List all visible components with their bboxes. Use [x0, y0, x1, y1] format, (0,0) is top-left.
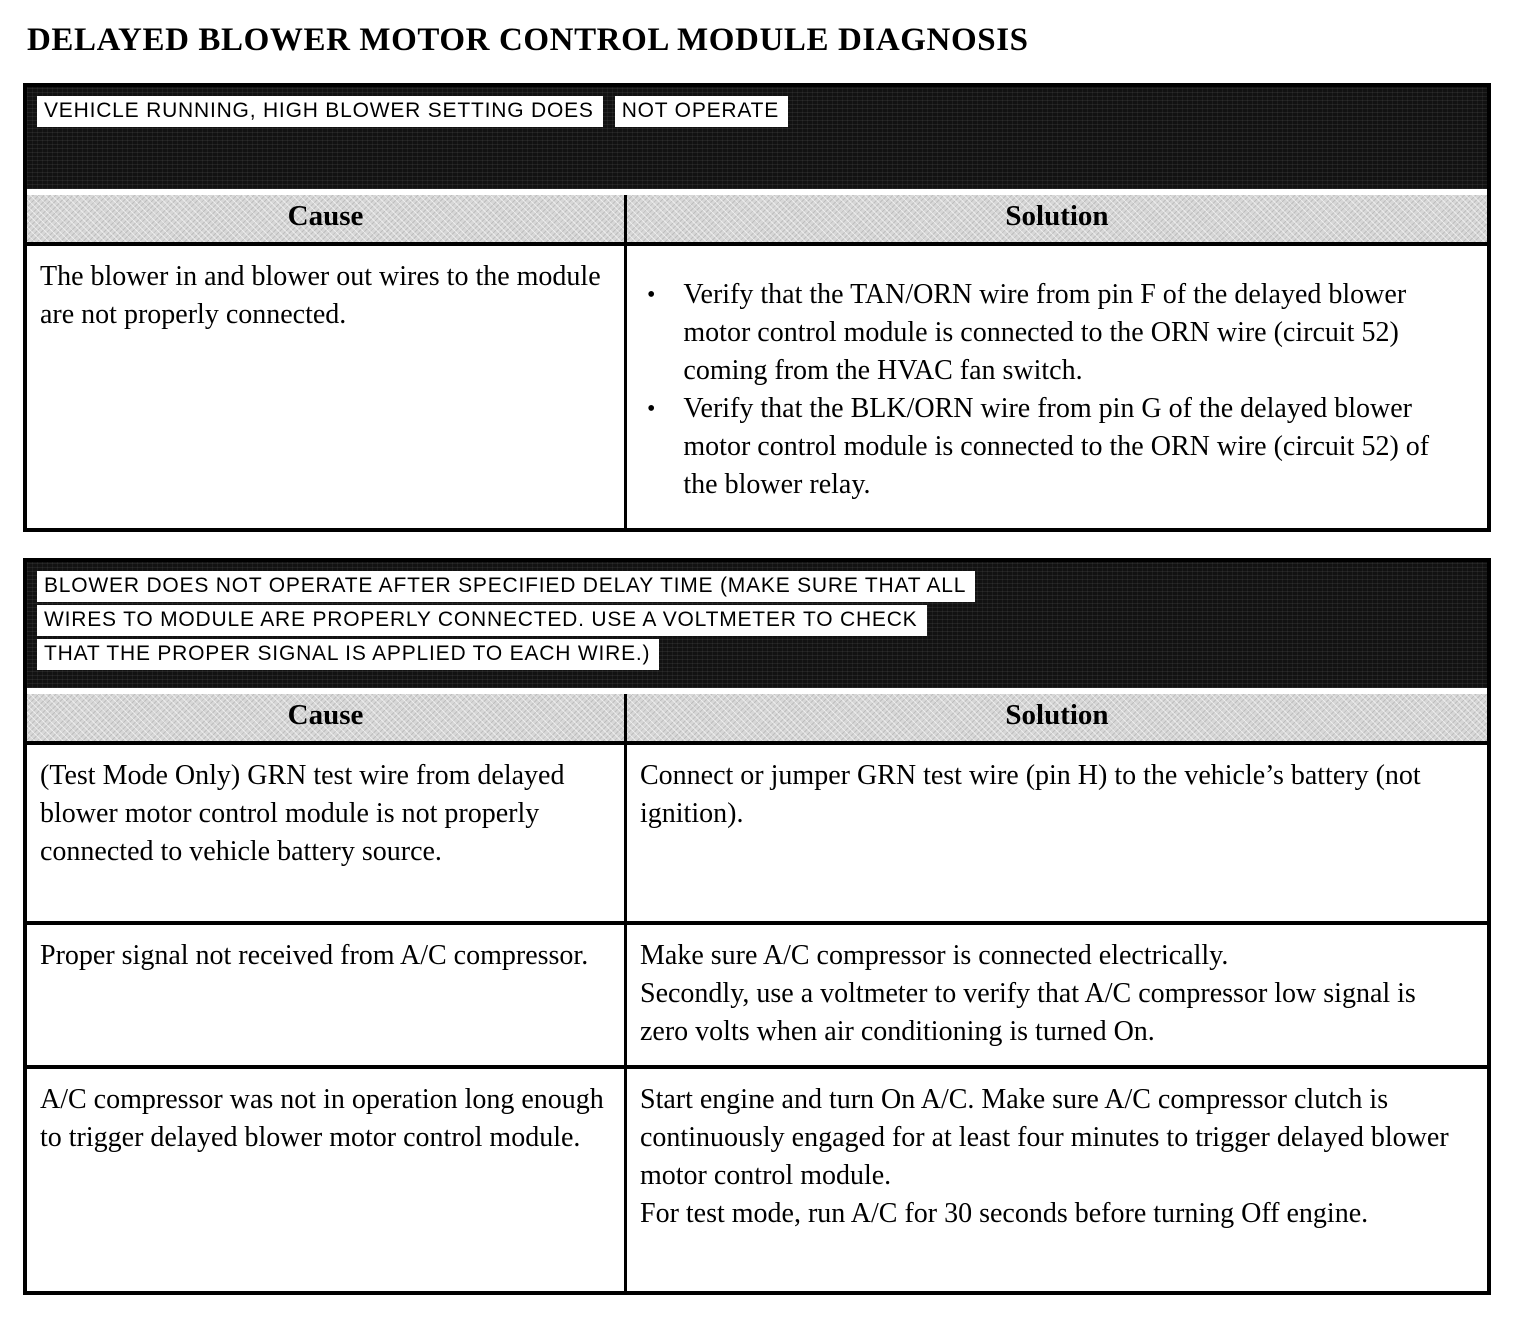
- table1-banner-segment-2: NOT OPERATE: [615, 96, 788, 127]
- diagnosis-table-high-blower: [23, 83, 1491, 532]
- solution-bullet-item: [647, 390, 1461, 504]
- table2-banner-text-3: THAT THE PROPER SIGNAL IS APPLIED TO EACH WIRE.): [37, 639, 659, 670]
- cause-cell: A/C compressor was not in operation long enough to trigger delayed blower motor control module.: [40, 1084, 604, 1153]
- table-row: [27, 745, 1487, 921]
- solution-bullet-item: [647, 276, 1461, 390]
- table2-banner-text-2: WIRES TO MODULE ARE PROPERLY CONNECTED. USE A VOLTMETER TO CHECK: [37, 605, 927, 636]
- table1-banner-line: [37, 96, 1477, 127]
- bullet-text: Verify that the TAN/ORN wire from pin F of the delayed blower motor control module is connected to the ORN wire (circuit 52) coming from the HVAC fan switch.: [683, 279, 1407, 386]
- bullet-text: Verify that the BLK/ORN wire from pin G of the delayed blower motor control module is connected to the ORN wire (circuit 52) of the blower relay.: [683, 393, 1430, 500]
- table2-banner-text-1: BLOWER DOES NOT OPERATE AFTER SPECIFIED DELAY TIME (MAKE SURE THAT ALL: [37, 571, 975, 602]
- solution-text: Make sure A/C compressor is connected electrically.: [640, 940, 1229, 971]
- table2-column-header-solution: Solution: [624, 694, 1487, 741]
- cause-cell: Proper signal not received from A/C compressor.: [40, 940, 589, 971]
- table-row: [27, 1065, 1487, 1291]
- solution-text: Secondly, use a voltmeter to verify that A/C compressor low signal is zero volts when air conditioning is turned On.: [640, 978, 1416, 1047]
- table-row: [27, 246, 1487, 528]
- solution-cell: [624, 1069, 1487, 1291]
- table1-column-header-row: [27, 189, 1487, 246]
- solution-text: Connect or jumper GRN test wire (pin H) to the vehicle’s battery (not ignition).: [640, 760, 1421, 829]
- table2-column-header-cause: Cause: [287, 699, 364, 731]
- diagnosis-table-delay-time: [23, 558, 1491, 1295]
- table2-column-header-row: [27, 688, 1487, 745]
- solution-cell: [624, 925, 1487, 1065]
- table2-banner-line-3: [37, 639, 1477, 670]
- table2-banner-line-2: [37, 605, 1477, 636]
- solution-text: For test mode, run A/C for 30 seconds before turning Off engine.: [640, 1198, 1369, 1229]
- table1-banner: [27, 87, 1487, 189]
- cause-cell: (Test Mode Only) GRN test wire from delayed blower motor control module is not properly connected to vehicle battery source.: [40, 760, 565, 867]
- bullet-icon: •: [647, 396, 656, 422]
- solution-text: Start engine and turn On A/C. Make sure A/C compressor clutch is continuously engaged for at least four minutes to trigger delayed blower motor control module.: [640, 1084, 1449, 1191]
- table2-banner: [27, 562, 1487, 688]
- table2-banner-line-1: [37, 571, 1477, 602]
- bullet-icon: •: [647, 282, 656, 308]
- table1-column-header-solution: Solution: [624, 195, 1487, 242]
- page-title: DELAYED BLOWER MOTOR CONTROL MODULE DIAGNOSIS: [27, 22, 1029, 58]
- solution-cell: [624, 745, 1487, 921]
- table1-column-header-cause: Cause: [287, 200, 364, 232]
- cause-cell: The blower in and blower out wires to the module are not properly connected.: [40, 261, 601, 330]
- table1-banner-segment-1: VEHICLE RUNNING, HIGH BLOWER SETTING DOES: [37, 96, 603, 127]
- solution-cell: [624, 246, 1487, 528]
- table-row: [27, 921, 1487, 1065]
